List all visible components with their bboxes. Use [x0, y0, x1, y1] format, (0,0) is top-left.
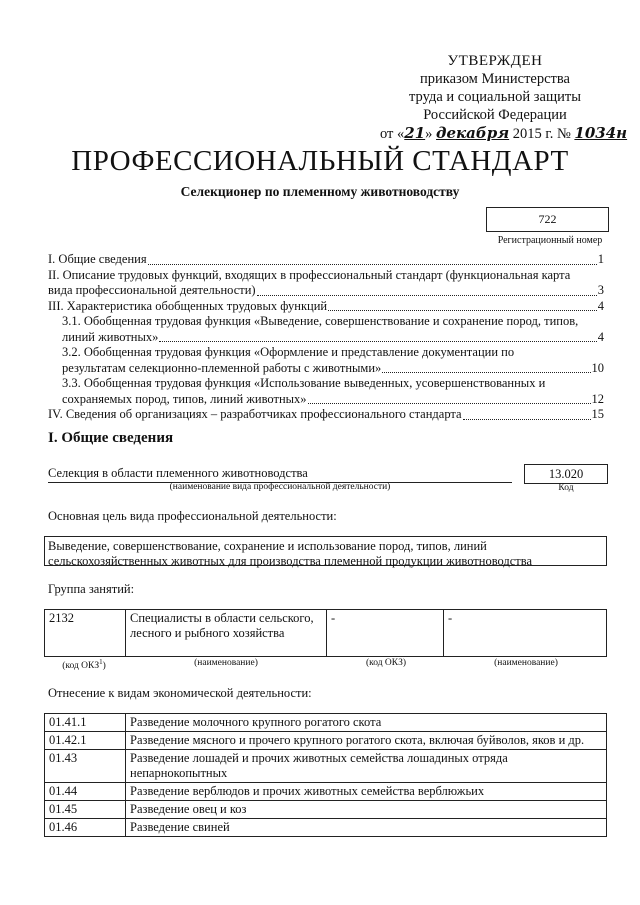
handwritten-month: декабря [436, 124, 510, 142]
toc-item[interactable]: 3.3. Обобщенная трудовая функция «Использование выведенных, усовершенствованных и сохраняемых пород, типов, линий животных» 12 [62, 376, 604, 406]
approval-order: приказом Министерства [420, 71, 570, 87]
approval-ministry: труда и социальной защиты [409, 89, 581, 105]
section-heading: I. Общие сведения [48, 430, 174, 446]
occupation-code: 2132 [45, 610, 126, 657]
toc-item[interactable]: II. Описание трудовых функций, входящих в профессиональный стандарт (функциональная карта вида профессиональной деятельности) 3 [48, 267, 604, 297]
approval-country: Российской Федерации [423, 107, 567, 123]
approval-title: УТВЕРЖДЕН [447, 53, 543, 69]
toc-item[interactable]: IV. Сведения об организациях – разработчиках профессионального стандарта 15 [48, 407, 604, 421]
approval-date: от «21» декабря 2015 г. № 1034н [380, 124, 628, 142]
registration-number-label: Регистрационный номер [497, 235, 603, 246]
handwritten-day: 21 [404, 124, 426, 142]
table-row: 01.44 Разведение верблюдов и прочих животных семейства верблюжьих [45, 783, 607, 801]
okz-code-caption: (код ОКЗ$^1$) [62, 658, 106, 672]
toc-item[interactable]: 3.1. Обобщенная трудовая функция «Выведение, совершенствование и сохранение пород, типов, линий животных» 4 [62, 314, 604, 344]
okved-label: Отнесение к видам экономической деятельности: [48, 686, 312, 700]
table-row: 01.46 Разведение свиней [45, 819, 607, 837]
okz-name-caption: (наименование) [494, 658, 558, 668]
occupation-group-label: Группа занятий: [48, 582, 135, 596]
activity-code-label: Код [558, 483, 574, 493]
handwritten-number: 1034н [574, 124, 628, 142]
okved-table [44, 713, 607, 837]
table-row: 01.43 Разведение лошадей и прочих животных семейства лошадиных отряда непарнокопытных [45, 750, 607, 783]
okz-name-caption: (наименование) [194, 658, 258, 668]
document-title: ПРОФЕССИОНАЛЬНЫЙ СТАНДАРТ [71, 145, 569, 177]
okz-code-caption: (код ОКЗ) [365, 658, 407, 668]
activity-name-caption: (наименование вида профессиональной деятельности) [169, 482, 391, 492]
toc-item[interactable]: 3.2. Обобщенная трудовая функция «Оформление и представление документации по результатам селекционно-племенной работы с животными» 10 [62, 345, 604, 375]
activity-code-box: 13.020 [524, 464, 608, 484]
goal-box: Выведение, совершенствование, сохранение и использование пород, типов, линий сельскохозяйственных животных для производства племенной продукции животноводства [44, 536, 607, 566]
document-subtitle: Селекционер по племенному животноводству [180, 184, 460, 199]
approval-block [380, 52, 628, 143]
table-row: 01.41.1 Разведение молочного крупного рогатого скота [45, 714, 607, 732]
occupation-name: Специалисты в области сельского, лесного и рыбного хозяйства [126, 610, 327, 657]
occupation-code: - [327, 610, 444, 657]
goal-label: Основная цель вида профессиональной деятельности: [48, 509, 337, 523]
table-of-contents [48, 252, 604, 423]
toc-item[interactable]: III. Характеристика обобщенных трудовых функций 4 [48, 298, 604, 313]
table-row: 01.45 Разведение овец и коз [45, 801, 607, 819]
occupation-table [44, 609, 607, 657]
registration-number-box: 722 [486, 207, 609, 232]
activity-name-field: Селекция в области племенного животноводства [48, 466, 512, 483]
table-row: 01.42.1 Разведение мясного и прочего крупного рогатого скота, включая буйволов, яков и др. [45, 732, 607, 750]
occupation-name: - [444, 610, 607, 657]
toc-item[interactable]: I. Общие сведения 1 [48, 252, 604, 266]
